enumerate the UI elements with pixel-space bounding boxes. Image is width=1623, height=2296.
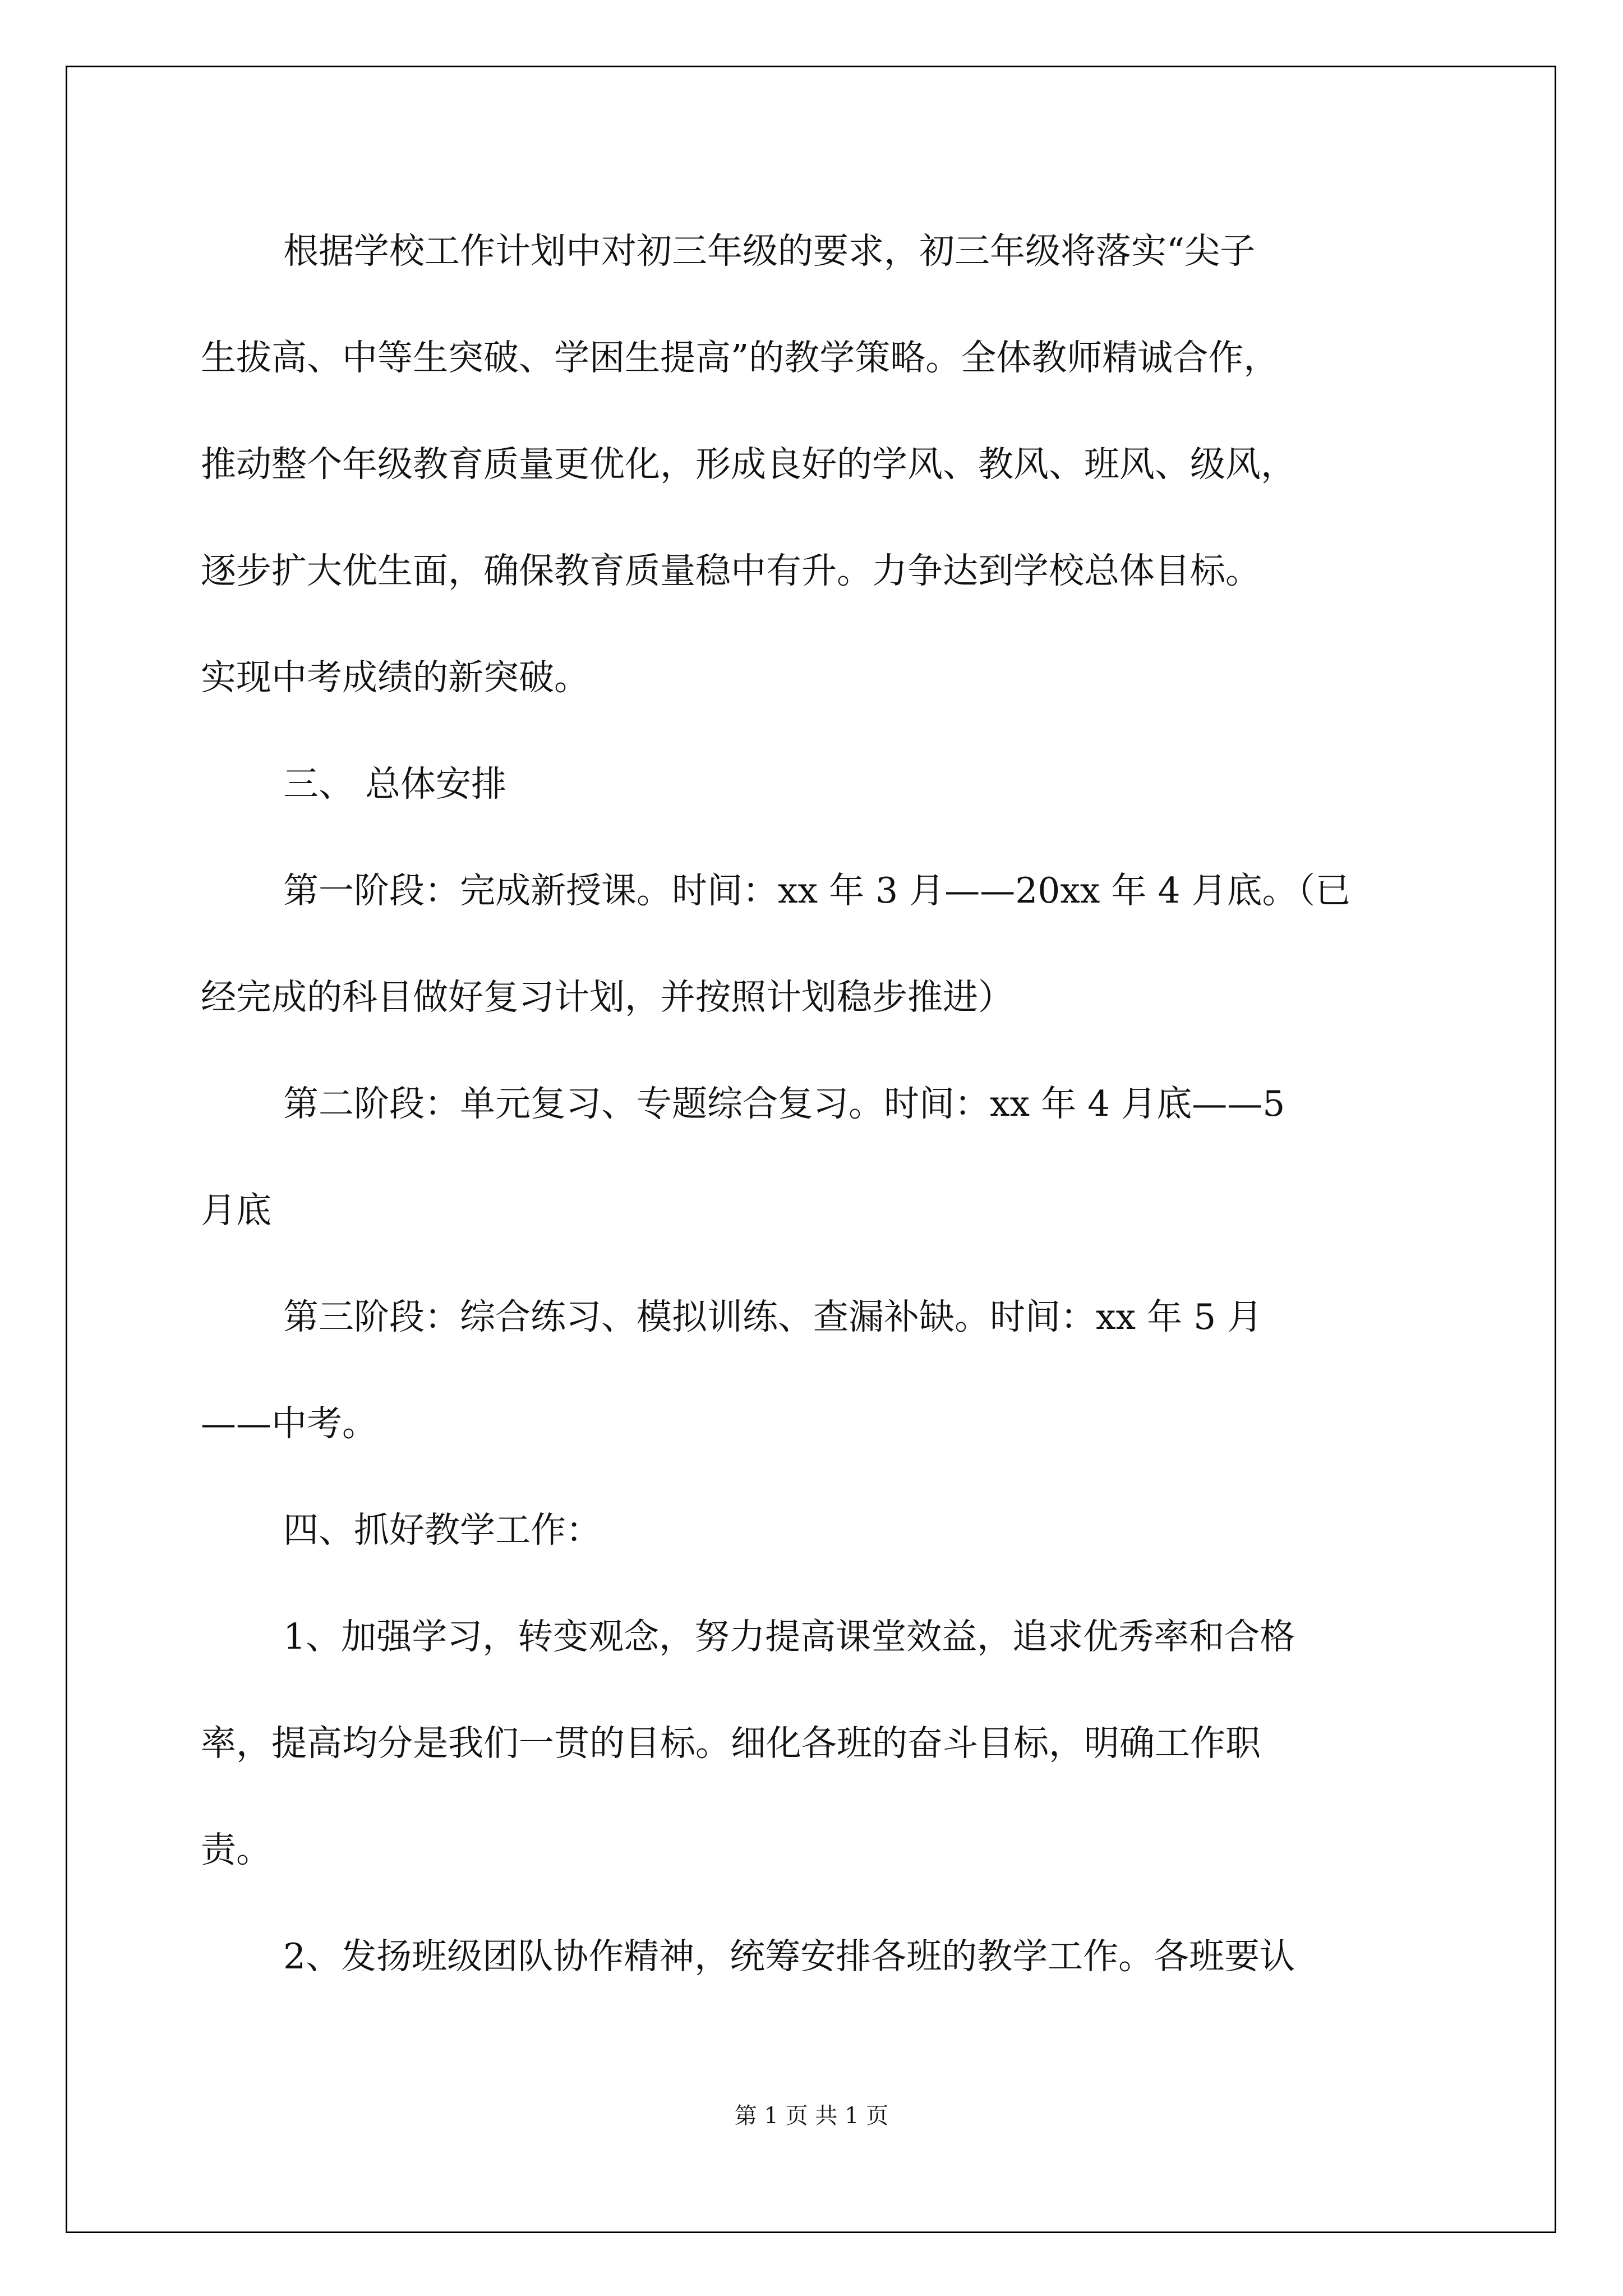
section-heading: 四、抓好教学工作：: [283, 1510, 601, 1550]
paragraph-line: 实现中考成绩的新突破。: [201, 657, 589, 698]
paragraph-line: 1、加强学习，转变观念，努力提高课堂效益，追求优秀率和合格: [283, 1616, 1295, 1657]
paragraph-line: 第二阶段：单元复习、专题综合复习。时间：xx 年 4 月底——5: [283, 1083, 1285, 1124]
paragraph-line: 第一阶段：完成新授课。时间：xx 年 3 月——20xx 年 4 月底。（已: [283, 870, 1351, 911]
page-border: [66, 66, 1556, 2233]
paragraph-line: 推动整个年级教育质量更优化，形成良好的学风、教风、班风、级风，: [201, 444, 1296, 485]
paragraph-line: 2、发扬班级团队协作精神，统筹安排各班的教学工作。各班要认: [283, 1936, 1295, 1977]
paragraph-line: 根据学校工作计划中对初三年级的要求，初三年级将落实“尖子: [283, 231, 1256, 272]
paragraph-line: 率，提高均分是我们一贯的目标。细化各班的奋斗目标，明确工作职: [201, 1723, 1261, 1764]
paragraph-line: 第三阶段：综合练习、模拟训练、查漏补缺。时间：xx 年 5 月: [283, 1296, 1263, 1337]
paragraph-line: 责。: [201, 1829, 271, 1870]
page-footer: 第 1 页 共 1 页: [734, 2103, 889, 2129]
paragraph-line: 生拔高、中等生突破、学困生提高”的教学策略。全体教师精诚合作，: [201, 337, 1279, 378]
paragraph-line: ——中考。: [201, 1403, 377, 1444]
paragraph-line: 经完成的科目做好复习计划，并按照计划稳步推进）: [201, 977, 1013, 1018]
paragraph-line: 月底: [201, 1190, 271, 1231]
section-heading: 三、 总体安排: [283, 763, 507, 804]
paragraph-line: 逐步扩大优生面，确保教育质量稳中有升。力争达到学校总体目标。: [201, 550, 1261, 591]
